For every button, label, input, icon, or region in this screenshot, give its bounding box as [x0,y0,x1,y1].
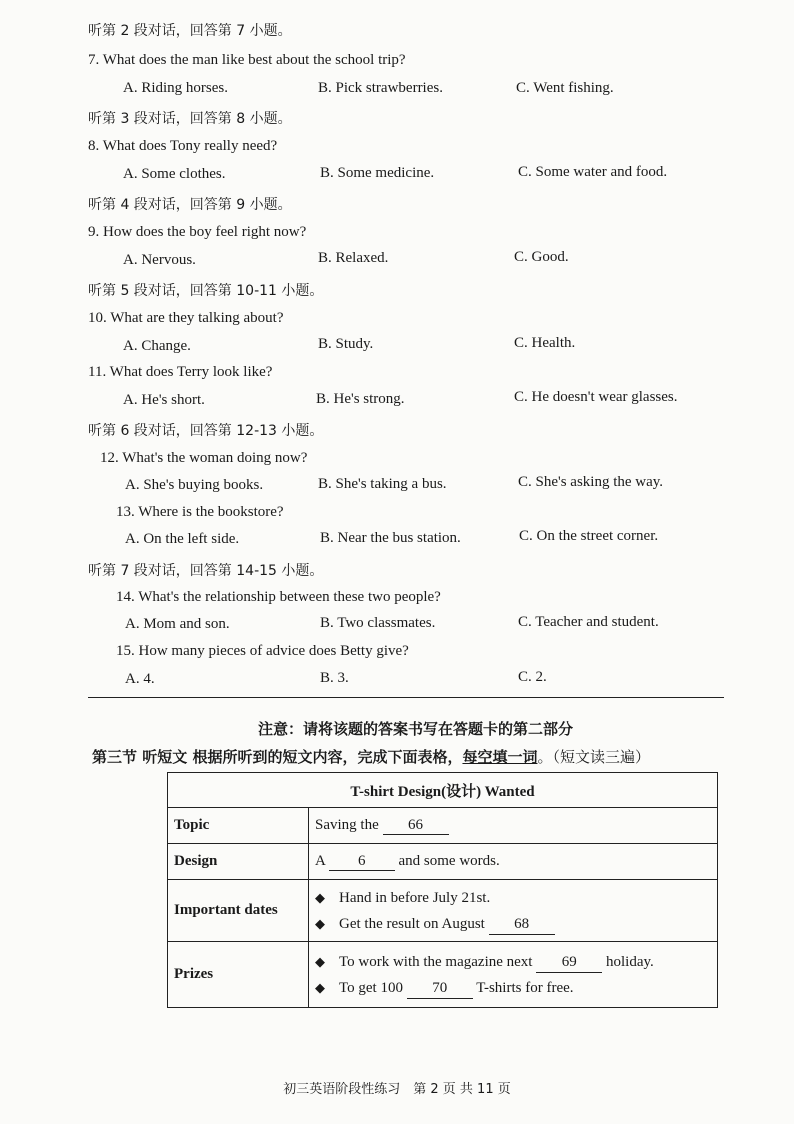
question-stem: 8. What does Tony really need? [88,138,278,154]
prize-1-post: holiday. [605,953,654,970]
option-a: A. 4. [125,671,155,687]
option-c: C. Health. [514,335,576,351]
option-c: C. He doesn't wear glasses. [514,389,678,405]
prize-1-pre: To work with the magazine next [339,953,533,970]
option-a: A. Some clothes. [123,166,226,182]
option-b: B. Near the bus station. [320,530,461,546]
date-1: Hand in before July 21st. [339,889,491,906]
option-a: A. Riding horses. [123,80,228,96]
question-stem: 9. How does the boy feel right now? [88,224,307,240]
diamond-bullet-icon: ◆ [315,915,325,931]
section-instruction: 听第 2 段对话，回答第 7 小题。 [88,23,292,39]
option-a: A. She's buying books. [125,477,264,493]
option-c: C. Went fishing. [516,80,614,96]
answer-blank-69[interactable]: 69 [536,952,602,973]
question-stem: 15. How many pieces of advice does Betty give? [116,643,409,659]
option-b: B. She's taking a bus. [318,476,447,492]
option-b: B. Relaxed. [318,250,389,266]
diamond-bullet-icon: ◆ [315,953,325,969]
design-post: and some words. [398,852,500,869]
prize-2-post: T-shirts for free. [476,979,574,996]
topic-cell [309,808,718,844]
answer-blank-66[interactable]: 66 [383,817,449,835]
option-c: C. Good. [514,249,569,265]
topic-text: Saving the [315,816,379,833]
option-a: A. On the left side. [125,531,240,547]
prizes-label: Prizes [168,942,309,1008]
question-stem: 11. What does Terry look like? [88,364,273,380]
option-c: C. Teacher and student. [518,614,659,630]
answer-blank-70[interactable]: 70 [407,978,473,999]
design-label: Design [168,844,309,880]
answer-blank-67[interactable]: 6 [329,853,395,871]
diamond-bullet-icon: ◆ [315,889,325,905]
option-b: B. Pick strawberries. [318,80,443,96]
page-footer: 初三英语阶段性练习 第 2 页 共 11 页 [283,1082,511,1097]
section-instruction: 听第 5 段对话，回答第 10-11 小题。 [88,283,324,299]
option-b: B. Some medicine. [320,165,435,181]
option-b: B. He's strong. [316,391,405,407]
date-2-pre: Get the result on August [339,915,485,932]
design-table [167,772,718,1008]
option-a: A. Mom and son. [125,616,230,632]
dates-label: Important dates [168,880,309,942]
section-instruction: 听第 7 段对话，回答第 14-15 小题。 [88,563,324,579]
section-divider [88,697,724,698]
option-a: A. He's short. [123,392,205,408]
question-stem: 12. What's the woman doing now? [100,450,308,466]
diamond-bullet-icon: ◆ [315,979,325,995]
option-c: C. She's asking the way. [518,474,664,490]
question-stem: 10. What are they talking about? [88,310,284,326]
option-c: C. 2. [518,669,547,685]
part3-suffix: 。（短文读三遍） [537,748,650,766]
part3-prefix: 第三节 听短文 根据所听到的短文内容，完成下面表格， [92,748,463,766]
design-cell [309,844,718,880]
option-b: B. Study. [318,336,374,352]
dates-cell [309,880,718,942]
design-pre: A [315,852,326,869]
option-c: C. On the street corner. [519,528,659,544]
option-b: B. 3. [320,670,349,686]
table-title: T-shirt Design(设计) Wanted [168,773,718,808]
prize-2-pre: To get 100 [339,979,403,996]
part3-underlined: 每空填一词 [462,748,538,766]
question-stem: 13. Where is the bookstore? [116,504,284,520]
section-instruction: 听第 6 段对话，回答第 12-13 小题。 [88,423,324,439]
prizes-cell [309,942,718,1008]
question-stem: 14. What's the relationship between these two people? [116,589,441,605]
option-b: B. Two classmates. [320,615,436,631]
option-a: A. Nervous. [123,252,196,268]
section-instruction: 听第 4 段对话，回答第 9 小题。 [88,197,292,213]
part3-instruction [92,746,650,767]
topic-label: Topic [168,808,309,844]
option-c: C. Some water and food. [518,164,668,180]
section-instruction: 听第 3 段对话，回答第 8 小题。 [88,111,292,127]
notice-text: 注意：请将该题的答案书写在答题卡的第二部分 [258,720,574,738]
option-a: A. Change. [123,338,191,354]
answer-blank-68[interactable]: 68 [489,914,555,935]
question-stem: 7. What does the man like best about the school trip? [88,52,406,68]
